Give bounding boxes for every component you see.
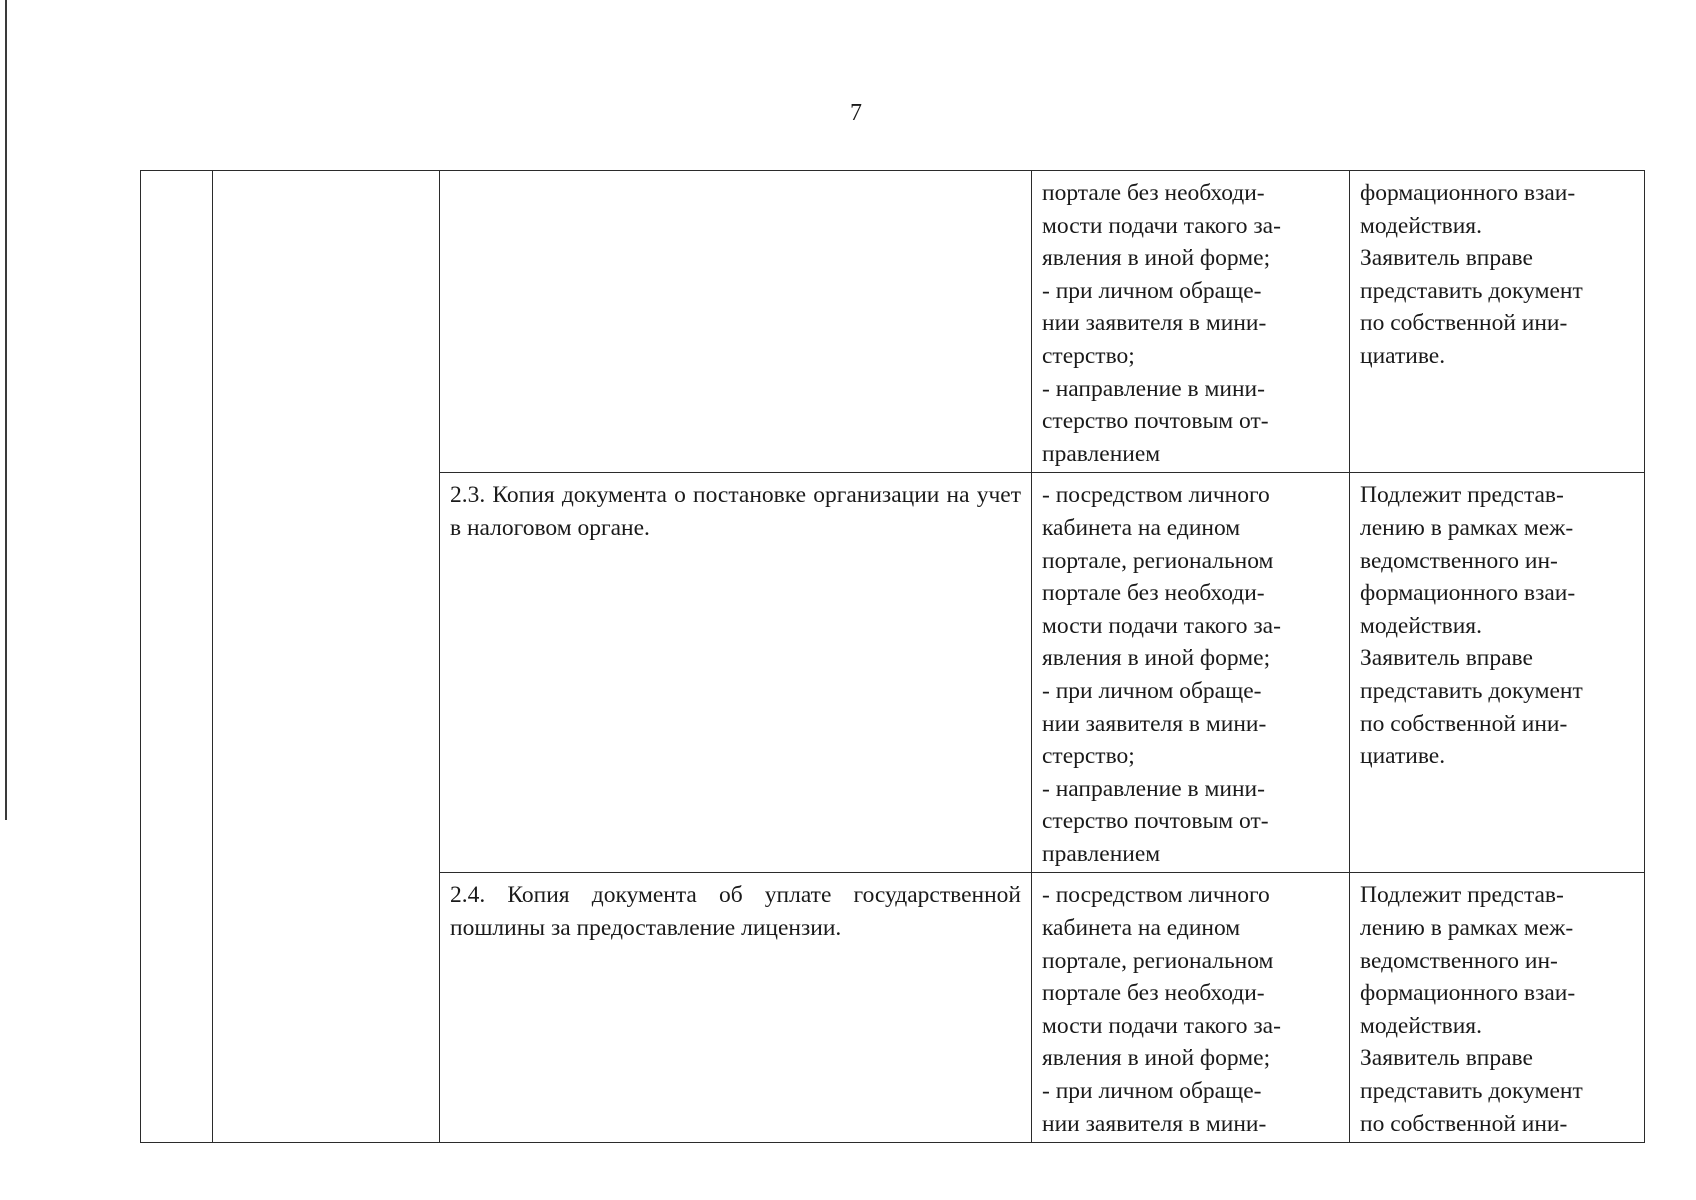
submission-line: - при личном обраще- [1042, 677, 1262, 704]
submission-line: правлением [1042, 840, 1161, 867]
notes-line: модействия. [1360, 212, 1482, 239]
submission-line: правлением [1042, 440, 1161, 467]
submission-line: мости подачи такого за- [1042, 212, 1281, 239]
table-row [141, 171, 1645, 473]
document-cell: 2.3. Копия документа о постановке организации на учет в налоговом органе. [440, 473, 1032, 873]
submission-line: нии заявителя в мини- [1042, 1110, 1267, 1137]
submission-line: кабинета на едином [1042, 514, 1241, 541]
notes-line: циативе. [1360, 342, 1446, 369]
scan-edge-line [5, 0, 7, 820]
submission-line: - направление в мини- [1042, 775, 1265, 802]
notes-line: лению в рамках меж- [1360, 915, 1574, 942]
notes-line: модействия. [1360, 612, 1482, 639]
notes-line: формационного взаи- [1360, 980, 1576, 1007]
document-cell [440, 171, 1032, 473]
submission-line: мости подачи такого за- [1042, 1012, 1281, 1039]
submission-cell [1032, 473, 1350, 873]
notes-line: представить документ [1360, 1078, 1583, 1105]
submission-cell [1032, 171, 1350, 473]
submission-line: явления в иной форме; [1042, 645, 1271, 672]
notes-line: формационного взаи- [1360, 580, 1576, 607]
notes-line: по собственной ини- [1360, 710, 1568, 737]
notes-line: модействия. [1360, 1012, 1482, 1039]
notes-line: представить документ [1360, 677, 1583, 704]
submission-line: - при личном обраще- [1042, 1078, 1262, 1105]
submission-line: кабинета на едином [1042, 915, 1241, 942]
notes-cell [1350, 473, 1645, 873]
documents-table [140, 170, 1645, 1143]
notes-line: Заявитель вправе [1360, 245, 1533, 272]
submission-line: явления в иной форме; [1042, 1045, 1271, 1072]
submission-line: нии заявителя в мини- [1042, 310, 1267, 337]
submission-line: - посредством личного [1042, 482, 1270, 509]
page-number: 7 [850, 100, 862, 126]
notes-line: Заявитель вправе [1360, 645, 1533, 672]
notes-line: представить документ [1360, 277, 1583, 304]
submission-line: стерство; [1042, 342, 1135, 369]
submission-line: портале, региональном [1042, 947, 1274, 974]
notes-cell [1350, 873, 1645, 1143]
submission-line: мости подачи такого за- [1042, 612, 1281, 639]
notes-line: ведомственного ин- [1360, 947, 1558, 974]
submission-cell [1032, 873, 1350, 1143]
submission-line: явления в иной форме; [1042, 245, 1271, 272]
notes-line: Заявитель вправе [1360, 1045, 1533, 1072]
notes-line: по собственной ини- [1360, 310, 1568, 337]
submission-line: стерство; [1042, 743, 1135, 770]
submission-line: стерство почтовым от- [1042, 408, 1269, 435]
notes-line: Подлежит представ- [1360, 882, 1564, 909]
submission-line: портале, региональном [1042, 547, 1274, 574]
document-cell: 2.4. Копия документа об уплате государственной пошлины за предоставление лицензии. [440, 873, 1032, 1143]
notes-line: лению в рамках меж- [1360, 514, 1574, 541]
submission-line: портале без необходи- [1042, 580, 1265, 607]
service-cell [213, 171, 440, 1143]
notes-line: формационного взаи- [1360, 180, 1576, 206]
submission-line: портале без необходи- [1042, 180, 1265, 206]
number-cell [141, 171, 213, 1143]
submission-line: - посредством личного [1042, 882, 1270, 909]
submission-line: нии заявителя в мини- [1042, 710, 1267, 737]
submission-line: - при личном обраще- [1042, 277, 1262, 304]
notes-line: ведомственного ин- [1360, 547, 1558, 574]
submission-line: - направление в мини- [1042, 375, 1265, 402]
submission-line: портале без необходи- [1042, 980, 1265, 1007]
notes-cell [1350, 171, 1645, 473]
notes-line: циативе. [1360, 743, 1446, 770]
notes-line: по собственной ини- [1360, 1110, 1568, 1137]
notes-line: Подлежит представ- [1360, 482, 1564, 509]
submission-line: стерство почтовым от- [1042, 808, 1269, 835]
